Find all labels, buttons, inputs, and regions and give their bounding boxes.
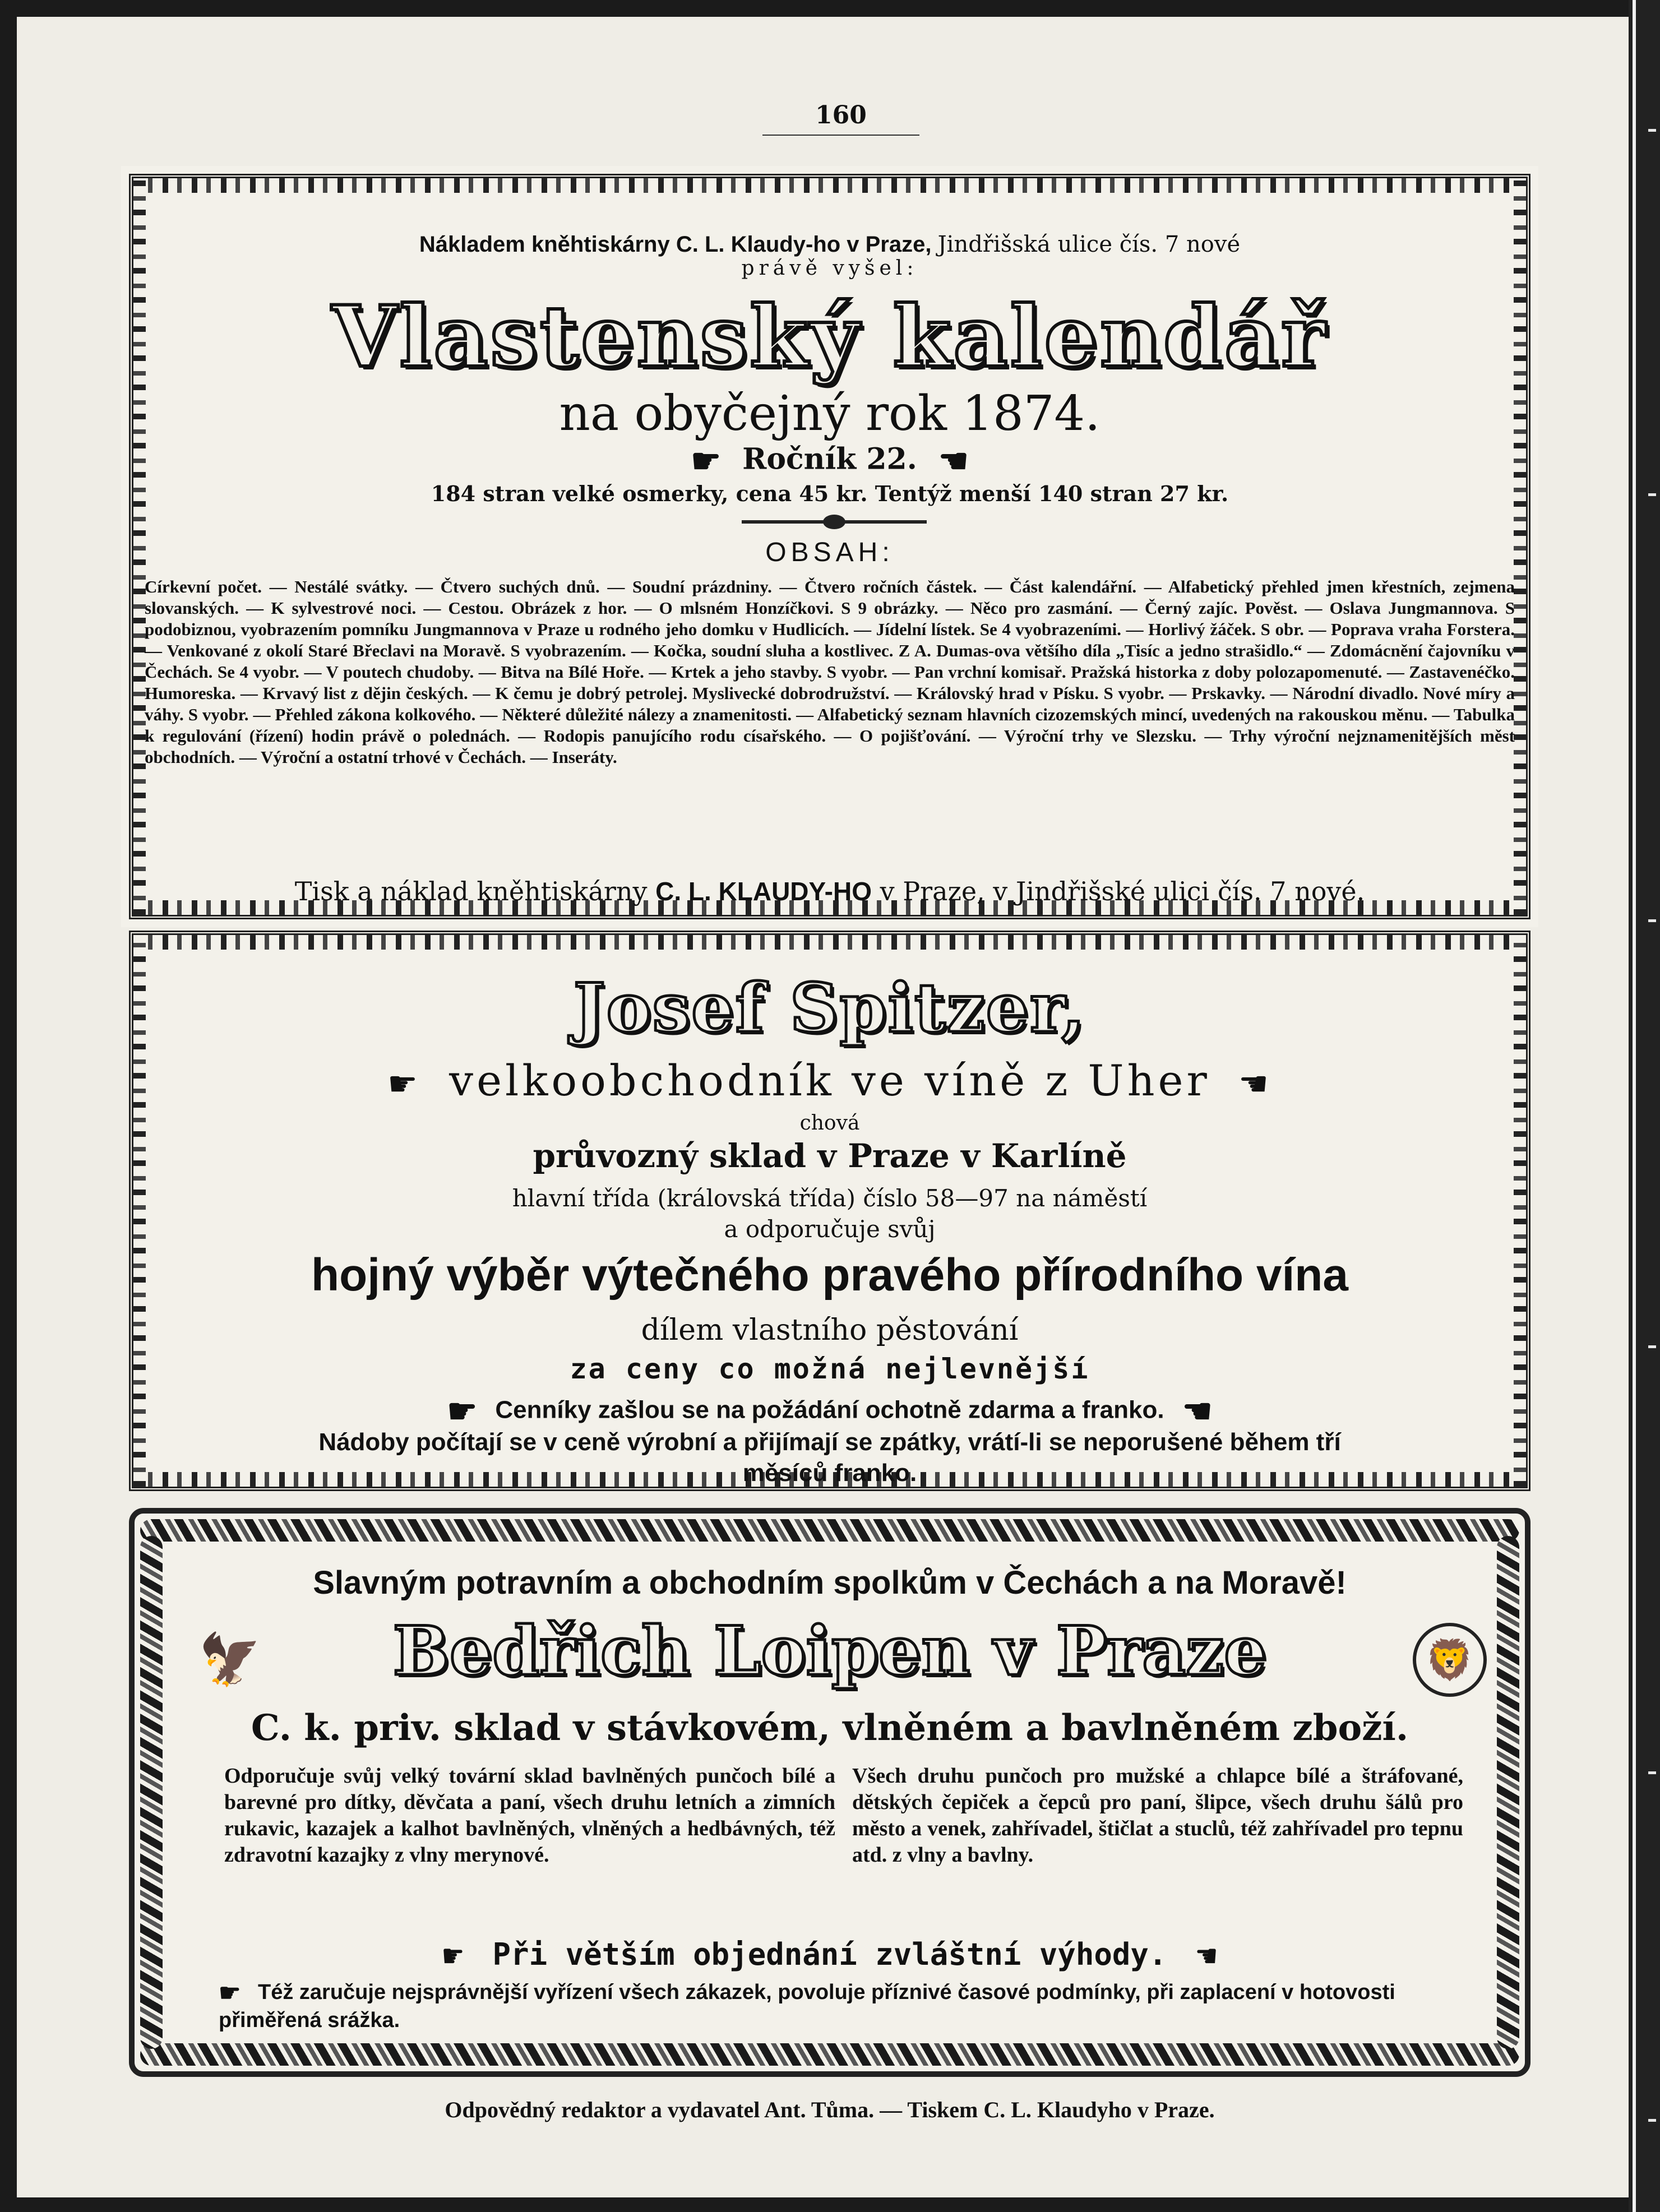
bulk-order-line	[135, 1937, 1525, 1976]
pointing-hand-icon: ☚	[1196, 1937, 1217, 1977]
pointing-hand-icon: ☚	[1182, 1392, 1213, 1430]
contents-heading: OBSAH:	[765, 538, 894, 567]
lowest-prices: za ceny co možná nejlevnější	[570, 1353, 1090, 1385]
pages-price: 184 stran velké osmerky, cena 45 kr. Tentýž menší 140 stran 27 kr.	[431, 481, 1229, 506]
own-cultivation: dílem vlastního pěstování	[641, 1313, 1019, 1347]
footer-printer: C. L. KLAUDY-HO	[655, 877, 872, 906]
calendar-volume	[133, 442, 1526, 481]
merchant-trade	[133, 1056, 1526, 1105]
pointing-hand-icon: ☛	[691, 442, 722, 481]
calendar-advertisement	[129, 174, 1530, 919]
ornament-border-top	[133, 935, 1526, 950]
divider-ornament	[742, 520, 927, 524]
guarantee-text	[219, 1979, 1441, 2034]
footer-end: v Praze, v Jindřišské ulici čís. 7 nové.	[880, 876, 1365, 906]
pointing-hand-icon: ☚	[938, 442, 969, 481]
goods-left-column: Odporučuje svůj velký tovární sklad bavlněných punčoch bílé a barevné pro dítky, děvčata a paní, všech druhu letních a zimních rukavic, kazajek a kalhot bavlněných, vlněných a hedbávných, též zdravotní kazajky z vlny merynové.	[224, 1764, 835, 1867]
pointing-hand-icon: ☛	[387, 1065, 421, 1104]
scan-tick	[1648, 129, 1656, 132]
scan-tick	[1648, 919, 1656, 922]
offers-label: a odporučuje svůj	[724, 1215, 936, 1243]
textile-advertisement	[129, 1508, 1530, 2077]
scan-tick	[1648, 2119, 1656, 2122]
rope-border-bottom	[140, 2043, 1519, 2066]
wine-advertisement	[129, 931, 1530, 1491]
merchant-name: Josef Spitzer,	[573, 969, 1086, 1048]
imprint-footer: Odpovědný redaktor a vydavatel Ant. Tůma. — Tiskem C. L. Klaudyho v Praze.	[445, 2097, 1215, 2122]
store-address: hlavní třída (královská třída) číslo 58—97 na náměstí	[512, 1184, 1148, 1212]
page-number: 160	[815, 101, 867, 129]
newspaper-page	[17, 17, 1629, 2197]
double-eagle-icon: 🦅	[196, 1626, 263, 1693]
publisher-address: Jindřišská ulice čís. 7 nové	[937, 232, 1241, 257]
pointing-hand-icon: ☛	[219, 1979, 241, 2007]
calendar-year: na obyčejný rok 1874.	[559, 386, 1100, 442]
pointing-hand-icon: ☛	[447, 1392, 478, 1430]
scan-tick	[1648, 493, 1656, 496]
pointing-hand-icon: ☚	[1238, 1065, 1272, 1104]
page-number-rule	[762, 135, 919, 136]
pricelist-line	[133, 1392, 1526, 1431]
scan-tick	[1648, 1345, 1656, 1348]
store-location: průvozný sklad v Praze v Karlíně	[533, 1137, 1127, 1175]
scan-edge-line	[1633, 0, 1636, 2212]
barrels-line-end: měsíců franko.	[742, 1459, 917, 1487]
pointing-hand-icon: ☛	[442, 1937, 464, 1977]
contents-list: Církevní počet. — Nestálé svátky. — Čtvero suchých dnů. — Soudní prázdniny. — Čtvero ročních částek. — Část kalendářní. — Alfabetický přehled jmen křestních, zejmena slovanských. — K sylvestrové noci. — Cestou. Obrázek z hor. — O mlsném Honzíčkovi. S 9 obrázky. — Něco pro zasmání. — Černý zajíc. Pověst. — Oslava Jungmannova. S podobiznou, vyobrazením pomníku Jungmannova v Praze u rodného jeho domku v Hudlicích. — Jídelní lístek. Se 4 vyobrazeními. — Horlivý žáček. S obr. — Poprava vraha Forstera. — Venkované z okolí Staré Břeclavi na Moravě. S vyobrazením. — Kočka, soudní sluha a kostlivec. Z A. Dumas-ova většího díla „Tisíc a jedno strašidlo.“ — Zdomácnění čajovníku v Čechách. Se 4 vyobr. — V poutech chudoby. — Bitva na Bílé Hoře. — Krtek a jeho stavby. S vyobr. — Pan vrchní komisař. Pražská historka z doby polozapomenuté. — Zastavenéčko. Humoreska. — Krvavý list z dějin českých. — K čemu je dobrý petrolej. Myslivecké dobrodružství. — Královský hrad v Písku. S vyobr. — Prskavky. — Národní divadlo. Nové míry a váhy. S vyobr. — Přehled zákona kolkového. — Některé důležité nálezy a znamenitosti. — Alfabetický seznam hlavních cizozemských mincí, uvedených na rakouskou měnu. — Tabulka k regulování (řízení) hodin právě o polednách. — Rodopis panujícího rodu císařského. — O pojišťování. — Výroční trhy ve Slezsku. — Trhy výroční nejznamenitějších měst obchodních. — Výroční a ostatní trhové v Čechách. — Inseráty.	[145, 577, 1515, 767]
rope-border-top	[140, 1519, 1519, 1542]
goods-right-column: Všech druhu punčoch pro mužské a chlapce bílé a štráfované, dětských čepiček a čepců pro paní, šlipce, všech druhu šálů pro město a venek, zahřívadel, štičlat a stuclů, též zahřívadel pro tepnu atd. z vlny a bavlny.	[852, 1764, 1463, 1867]
just-published: právě vyšel:	[741, 257, 918, 280]
wine-choice: hojný výběr výtečného pravého přírodního vína	[311, 1250, 1348, 1301]
barrels-line: Nádoby počítají se v ceně výrobní a přijímají se zpátky, vrátí-li se neporušené během tří	[318, 1428, 1341, 1456]
bulk-order-text: Při větším objednání zvláštní výhody.	[492, 1937, 1167, 1972]
ornament-border-top	[133, 178, 1526, 193]
scan-tick	[1648, 1771, 1656, 1774]
greeting: Slavným potravním a obchodním spolkům v Čechách a na Moravě!	[313, 1565, 1347, 1601]
merchant-name: Bedřich Loipen v Praze	[392, 1612, 1267, 1691]
store-description: C. k. priv. sklad v stávkovém, vlněném a bavlněném zboží.	[251, 1707, 1409, 1749]
calendar-footer	[133, 876, 1526, 906]
guarantee-body: Též zaručuje nejsprávnější vyřízení všech zákazek, povoluje příznivé časové podmínky, při zaplacení v hotovosti přiměřená srážka.	[219, 1980, 1395, 2032]
trade-label: velkoobchodník ve víně z Uher	[449, 1056, 1210, 1105]
footer-start: Tisk a náklad kněhtiskárny	[294, 876, 648, 906]
volume-label: Ročník 22.	[742, 442, 917, 476]
keeps-label: chová	[799, 1112, 860, 1135]
calendar-title: Vlastenský kalendář	[331, 288, 1328, 386]
publisher-line	[133, 232, 1526, 257]
lion-crest-icon: 🦁	[1413, 1623, 1487, 1697]
publisher-name: Nákladem kněhtiskárny C. L. Klaudy-ho v Praze,	[419, 232, 932, 257]
pricelist-text: Cenníky zašlou se na požádání ochotně zdarma a franko.	[495, 1396, 1164, 1424]
